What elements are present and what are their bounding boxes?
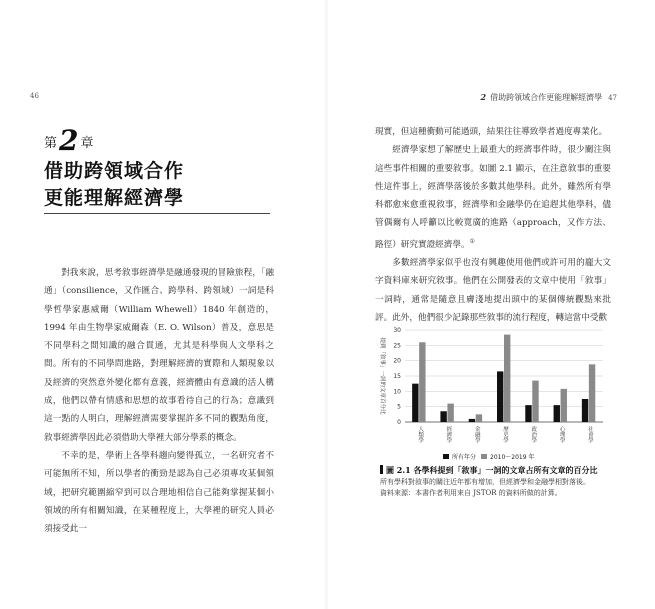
y-tick-label: 30 bbox=[393, 327, 401, 334]
figure-2-1-chart bbox=[375, 322, 611, 465]
y-tick-label: 20 bbox=[393, 357, 401, 365]
bar-all-years bbox=[497, 371, 503, 422]
y-tick-label: 15 bbox=[393, 373, 401, 380]
bar-2010-2019 bbox=[589, 364, 595, 422]
bar-2010-2019 bbox=[561, 389, 567, 422]
y-axis-label: 提到「敘事」一詞的文章百分比 bbox=[379, 337, 385, 415]
figure-note: 所有學科對敘事的關注近年都有增加，但經濟學和金融學相對落後。 bbox=[380, 478, 590, 486]
bar-chart-svg bbox=[375, 322, 611, 465]
chapter-title-line-1: 借助跨領域合作 bbox=[44, 160, 185, 182]
bar-2010-2019 bbox=[447, 404, 453, 422]
caption-label: 圖 2.1 bbox=[386, 465, 411, 475]
right-paragraph-2: 經濟學家想了解歷史上最重大的經濟事件時，很少關注與這些事件相關的重要敘事。如圖 2.1 顯示，在注意敘事的重要性這件事上，經濟學落後於多數其他學科。此外，雖然所有學科都愈來愈重視敘事，經濟學和金融學仍在追趕其他學科，儘管偶爾有人呼籲以比較寬廣的進路（approach，又作方法、路徑）研究實證經濟學。① bbox=[375, 145, 611, 250]
right-paragraph-continued: 現實，但這種衝動可能過頭，結果往往導致學者過度專業化。 bbox=[375, 127, 608, 137]
footnote-marker: ① bbox=[469, 237, 475, 245]
x-tick-label: 政治學 bbox=[530, 426, 537, 443]
legend-swatch bbox=[481, 454, 487, 459]
left-paragraph-1: 對我來說，思考敘事經濟學是融通發現的冒險旅程，「融通」（consilience，又作匯合、跨學科、跨領域）一詞是科學哲學家惠威爾（William Whewell）1840 年創造的，1994 年由生物學家威爾森（E. O. Wilson）普及，意思是不同學科之間知識的融合貫通，尤其是科學與人文學科之間。所有的不同學問進路，對理解經濟的實際和人類現象以及經濟的突然意外變化都有意義，經濟體由有意識的活人構成，他們以帶有情感和思想的故事看待自己的行為；意識到這一點的人明白，理解經濟需要掌握許多不同的觀點角度，敘事經濟學因此必須借助大學裡大部分學系的概念。 bbox=[44, 268, 274, 443]
caption-marker bbox=[380, 465, 383, 474]
bar-all-years bbox=[554, 405, 560, 422]
bar-all-years bbox=[525, 405, 531, 422]
bar-2010-2019 bbox=[504, 335, 510, 422]
legend-swatch bbox=[443, 454, 449, 459]
x-tick-label: 社會學 bbox=[586, 426, 593, 443]
running-header bbox=[481, 92, 618, 103]
left-paragraph-2: 不幸的是，學術上各學科趨向變得孤立，一名研究者不可能無所不知，所以學者的衝勁是認為自己必須專攻某個領域，把研究範圍縮窄到可以合理地相信自己能夠掌握某個小領域的所有相關知識，在某種程度上，大學裡的研究人員必須接受此一 bbox=[44, 450, 274, 535]
figure-source: 資料來源：本書作者利用來自 JSTOR 的資料所做的計算。 bbox=[380, 489, 562, 497]
header-chapter-number: 2 bbox=[480, 92, 487, 102]
left-page bbox=[0, 0, 327, 609]
chapter-number: 2 bbox=[59, 124, 79, 157]
chapter-suffix: 章 bbox=[80, 136, 94, 151]
x-tick-label: 金融學 bbox=[473, 426, 480, 443]
title-divider bbox=[44, 213, 270, 214]
bar-2010-2019 bbox=[476, 414, 482, 422]
bar-all-years bbox=[440, 411, 446, 422]
bar-2010-2019 bbox=[532, 381, 538, 422]
right-paragraph-3: 多數經濟學家似乎也沒有興趣使用他們或許可用的龐大文字資料庫來研究敘事。他們在公開發表的文章中使用「敘事」一詞時，通常是隨意且膚淺地提出頭中的某個傳統觀點來批評。此外，他們很少記錄那些敘事的流行程度，轉這當中受歡 bbox=[375, 257, 611, 323]
left-body-text bbox=[44, 264, 274, 538]
y-tick-label: 0 bbox=[397, 419, 401, 426]
caption-text: 各學科提到「敘事」一詞的文章占所有文章的百分比 bbox=[413, 465, 598, 475]
header-title: 借助跨領域合作更能理解經濟學 bbox=[490, 93, 603, 102]
y-tick-label: 10 bbox=[393, 388, 401, 396]
chapter-title-line-2: 更能理解經濟學 bbox=[44, 187, 185, 209]
right-body-text bbox=[375, 123, 611, 327]
y-tick-label: 25 bbox=[393, 342, 401, 350]
bar-all-years bbox=[469, 419, 475, 422]
bar-all-years bbox=[412, 384, 418, 422]
x-tick-label: 歷史學 bbox=[502, 426, 508, 443]
chapter-title bbox=[44, 158, 184, 212]
legend-label: 2010～2019 年 bbox=[490, 454, 535, 461]
chapter-prefix: 第 bbox=[44, 136, 58, 151]
y-tick-label: 5 bbox=[397, 403, 401, 411]
right-page-number: 47 bbox=[608, 94, 617, 102]
right-page bbox=[327, 0, 655, 609]
x-tick-label: 心理學 bbox=[558, 426, 565, 443]
left-page-number: 46 bbox=[30, 92, 39, 100]
bar-2010-2019 bbox=[419, 342, 425, 422]
figure-caption bbox=[380, 465, 620, 476]
x-tick-label: 人類學 bbox=[417, 426, 424, 443]
bar-all-years bbox=[582, 399, 588, 422]
x-tick-label: 經濟學 bbox=[445, 426, 452, 443]
legend-label: 所有年分 bbox=[452, 454, 477, 461]
chapter-label bbox=[44, 124, 94, 157]
